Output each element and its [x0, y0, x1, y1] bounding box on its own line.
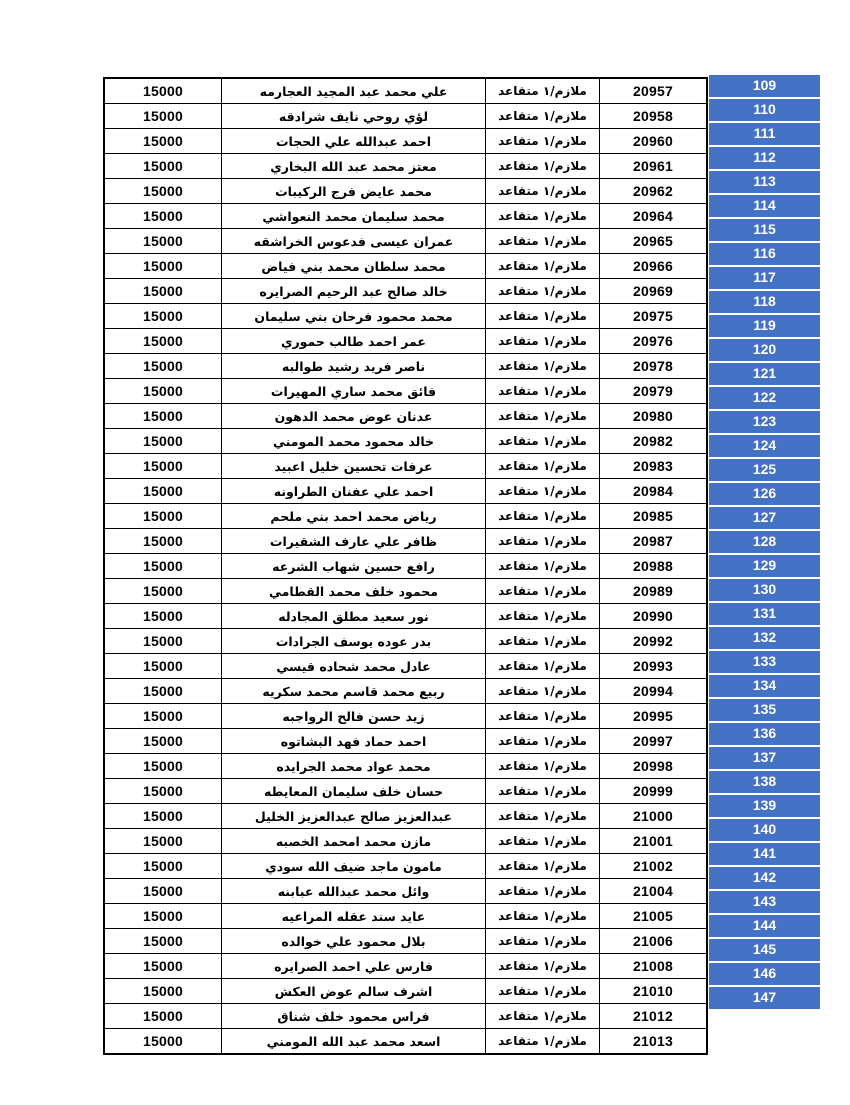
table-row — [104, 704, 707, 729]
amount-cell: 15000 — [104, 679, 222, 704]
id-cell: 21012 — [600, 1004, 708, 1029]
table-row — [104, 879, 707, 904]
rank-cell: ملازم/١ متقاعد — [486, 379, 600, 404]
id-cell: 20979 — [600, 379, 708, 404]
table-row — [104, 78, 707, 104]
rank-cell: ملازم/١ متقاعد — [486, 979, 600, 1004]
id-cell: 21002 — [600, 854, 708, 879]
rank-cell: ملازم/١ متقاعد — [486, 154, 600, 179]
row-number-cell: 125 — [709, 459, 820, 481]
rank-cell: ملازم/١ متقاعد — [486, 604, 600, 629]
rank-cell: ملازم/١ متقاعد — [486, 529, 600, 554]
id-cell: 20969 — [600, 279, 708, 304]
row-number-cell: 143 — [709, 891, 820, 913]
rank-cell: ملازم/١ متقاعد — [486, 904, 600, 929]
name-cell: خالد صالح عبد الرحيم الصرايره — [222, 279, 486, 304]
name-cell: محمد سليمان محمد النعواشي — [222, 204, 486, 229]
table-row — [104, 304, 707, 329]
name-cell: رياض محمد احمد بني ملحم — [222, 504, 486, 529]
id-cell: 20995 — [600, 704, 708, 729]
id-cell: 20999 — [600, 779, 708, 804]
rank-cell: ملازم/١ متقاعد — [486, 704, 600, 729]
row-number-cell: 110 — [709, 99, 820, 121]
rank-cell: ملازم/١ متقاعد — [486, 254, 600, 279]
table-row — [104, 929, 707, 954]
rank-cell: ملازم/١ متقاعد — [486, 279, 600, 304]
table-row — [104, 904, 707, 929]
rank-cell: ملازم/١ متقاعد — [486, 229, 600, 254]
id-cell: 21010 — [600, 979, 708, 1004]
rank-cell: ملازم/١ متقاعد — [486, 754, 600, 779]
id-cell: 20958 — [600, 104, 708, 129]
name-cell: احمد عبدالله علي الحجات — [222, 129, 486, 154]
amount-cell: 15000 — [104, 529, 222, 554]
amount-cell: 15000 — [104, 1004, 222, 1029]
amount-cell: 15000 — [104, 329, 222, 354]
table-row — [104, 354, 707, 379]
table-row — [104, 229, 707, 254]
row-number-cell: 121 — [709, 363, 820, 385]
row-number-cell: 138 — [709, 771, 820, 793]
id-cell: 20975 — [600, 304, 708, 329]
amount-cell: 15000 — [104, 754, 222, 779]
rank-cell: ملازم/١ متقاعد — [486, 129, 600, 154]
name-cell: مامون ماجد ضيف الله سودي — [222, 854, 486, 879]
amount-cell: 15000 — [104, 629, 222, 654]
rank-cell: ملازم/١ متقاعد — [486, 454, 600, 479]
row-number-cell: 126 — [709, 483, 820, 505]
rank-cell: ملازم/١ متقاعد — [486, 579, 600, 604]
name-cell: عادل محمد شحاده قيسي — [222, 654, 486, 679]
name-cell: احمد علي عفنان الطراونه — [222, 479, 486, 504]
rank-cell: ملازم/١ متقاعد — [486, 679, 600, 704]
id-cell: 20978 — [600, 354, 708, 379]
table-row — [104, 654, 707, 679]
row-number-cell: 127 — [709, 507, 820, 529]
amount-cell: 15000 — [104, 154, 222, 179]
amount-cell: 15000 — [104, 879, 222, 904]
row-number-cell: 111 — [709, 123, 820, 145]
table-row — [104, 554, 707, 579]
amount-cell: 15000 — [104, 804, 222, 829]
amount-cell: 15000 — [104, 954, 222, 979]
name-cell: محمد سلطان محمد بني فياض — [222, 254, 486, 279]
table-row — [104, 529, 707, 554]
row-number-cell: 119 — [709, 315, 820, 337]
amount-cell: 15000 — [104, 379, 222, 404]
row-number-cell: 146 — [709, 963, 820, 985]
amount-cell: 15000 — [104, 554, 222, 579]
id-cell: 21006 — [600, 929, 708, 954]
row-number-cell: 133 — [709, 651, 820, 673]
rank-cell: ملازم/١ متقاعد — [486, 329, 600, 354]
id-cell: 20961 — [600, 154, 708, 179]
id-cell: 20993 — [600, 654, 708, 679]
row-number-cell: 120 — [709, 339, 820, 361]
name-cell: ظافر علي عارف الشقيرات — [222, 529, 486, 554]
amount-cell: 15000 — [104, 479, 222, 504]
id-cell: 21008 — [600, 954, 708, 979]
id-cell: 20982 — [600, 429, 708, 454]
table-row — [104, 1029, 707, 1055]
table-row — [104, 629, 707, 654]
name-cell: ربيع محمد قاسم محمد سكريه — [222, 679, 486, 704]
name-cell: خالد محمود محمد المومني — [222, 429, 486, 454]
amount-cell: 15000 — [104, 904, 222, 929]
id-cell: 20984 — [600, 479, 708, 504]
row-number-cell: 131 — [709, 603, 820, 625]
table-row — [104, 829, 707, 854]
amount-cell: 15000 — [104, 204, 222, 229]
table-row — [104, 579, 707, 604]
rank-cell: ملازم/١ متقاعد — [486, 1029, 600, 1055]
amount-cell: 15000 — [104, 979, 222, 1004]
name-cell: فراس محمود خلف شناق — [222, 1004, 486, 1029]
amount-cell: 15000 — [104, 654, 222, 679]
table-row — [104, 104, 707, 129]
name-cell: عمر احمد طالب حموري — [222, 329, 486, 354]
row-number-cell: 109 — [709, 75, 820, 97]
rank-cell: ملازم/١ متقاعد — [486, 404, 600, 429]
row-number-cell: 139 — [709, 795, 820, 817]
rank-cell: ملازم/١ متقاعد — [486, 104, 600, 129]
name-cell: محمد عايض فرج الركيبات — [222, 179, 486, 204]
amount-cell: 15000 — [104, 254, 222, 279]
table-row — [104, 279, 707, 304]
id-cell: 20994 — [600, 679, 708, 704]
name-cell: بدر عوده يوسف الجرادات — [222, 629, 486, 654]
id-cell: 20997 — [600, 729, 708, 754]
name-cell: اشرف سالم عوض العكش — [222, 979, 486, 1004]
table-row — [104, 729, 707, 754]
row-number-cell: 141 — [709, 843, 820, 865]
table-row — [104, 379, 707, 404]
id-cell: 20962 — [600, 179, 708, 204]
row-number-cell: 134 — [709, 675, 820, 697]
id-cell: 20985 — [600, 504, 708, 529]
rank-cell: ملازم/١ متقاعد — [486, 554, 600, 579]
id-cell: 21013 — [600, 1029, 708, 1055]
amount-cell: 15000 — [104, 454, 222, 479]
amount-cell: 15000 — [104, 1029, 222, 1055]
id-cell: 20998 — [600, 754, 708, 779]
row-number-cell: 113 — [709, 171, 820, 193]
rank-cell: ملازم/١ متقاعد — [486, 954, 600, 979]
row-number-cell: 114 — [709, 195, 820, 217]
amount-cell: 15000 — [104, 729, 222, 754]
row-number-cell: 112 — [709, 147, 820, 169]
name-cell: محمد محمود فرحان بني سليمان — [222, 304, 486, 329]
row-number-cell: 142 — [709, 867, 820, 889]
row-number-cell: 124 — [709, 435, 820, 457]
row-number-cell: 137 — [709, 747, 820, 769]
table-row — [104, 479, 707, 504]
rank-cell: ملازم/١ متقاعد — [486, 929, 600, 954]
amount-cell: 15000 — [104, 929, 222, 954]
table-row — [104, 129, 707, 154]
rank-cell: ملازم/١ متقاعد — [486, 829, 600, 854]
name-cell: عمران عيسى فدعوس الخراشقه — [222, 229, 486, 254]
rank-cell: ملازم/١ متقاعد — [486, 654, 600, 679]
amount-cell: 15000 — [104, 304, 222, 329]
row-number-cell: 145 — [709, 939, 820, 961]
amount-cell: 15000 — [104, 354, 222, 379]
amount-cell: 15000 — [104, 504, 222, 529]
rank-cell: ملازم/١ متقاعد — [486, 729, 600, 754]
name-cell: علي محمد عبد المجيد العجارمه — [222, 78, 486, 104]
row-number-cell: 116 — [709, 243, 820, 265]
name-cell: فارس علي احمد الصرايره — [222, 954, 486, 979]
name-cell: معتز محمد عبد الله البخاري — [222, 154, 486, 179]
id-cell: 20988 — [600, 554, 708, 579]
rank-cell: ملازم/١ متقاعد — [486, 629, 600, 654]
row-number-cell: 132 — [709, 627, 820, 649]
name-cell: اسعد محمد عبد الله المومني — [222, 1029, 486, 1055]
name-cell: عرفات تحسين خليل اعبيد — [222, 454, 486, 479]
table-row — [104, 854, 707, 879]
rank-cell: ملازم/١ متقاعد — [486, 179, 600, 204]
amount-cell: 15000 — [104, 704, 222, 729]
amount-cell: 15000 — [104, 854, 222, 879]
table-row — [104, 979, 707, 1004]
id-cell: 20990 — [600, 604, 708, 629]
table-row — [104, 454, 707, 479]
id-cell: 20992 — [600, 629, 708, 654]
amount-cell: 15000 — [104, 129, 222, 154]
name-cell: وائل محمد عبدالله عبابنه — [222, 879, 486, 904]
id-cell: 20987 — [600, 529, 708, 554]
name-cell: رافع حسين شهاب الشرعه — [222, 554, 486, 579]
rank-cell: ملازم/١ متقاعد — [486, 354, 600, 379]
row-number-cell: 140 — [709, 819, 820, 841]
id-cell: 20983 — [600, 454, 708, 479]
rank-cell: ملازم/١ متقاعد — [486, 879, 600, 904]
table-row — [104, 804, 707, 829]
table-body — [104, 78, 707, 1054]
table-row — [104, 604, 707, 629]
id-cell: 20965 — [600, 229, 708, 254]
amount-cell: 15000 — [104, 829, 222, 854]
table-row — [104, 779, 707, 804]
row-number-cell: 144 — [709, 915, 820, 937]
table-row — [104, 1004, 707, 1029]
id-cell: 20989 — [600, 579, 708, 604]
amount-cell: 15000 — [104, 279, 222, 304]
table-row — [104, 204, 707, 229]
amount-cell: 15000 — [104, 579, 222, 604]
row-number-cell: 123 — [709, 411, 820, 433]
name-cell: مازن محمد امحمد الخصبه — [222, 829, 486, 854]
id-cell: 20976 — [600, 329, 708, 354]
id-cell: 20960 — [600, 129, 708, 154]
name-cell: بلال محمود علي خوالده — [222, 929, 486, 954]
amount-cell: 15000 — [104, 78, 222, 104]
name-cell: محمود خلف محمد القطامي — [222, 579, 486, 604]
amount-cell: 15000 — [104, 779, 222, 804]
id-cell: 21004 — [600, 879, 708, 904]
rank-cell: ملازم/١ متقاعد — [486, 804, 600, 829]
amount-cell: 15000 — [104, 429, 222, 454]
name-cell: زيد حسن فالح الرواجبه — [222, 704, 486, 729]
rank-cell: ملازم/١ متقاعد — [486, 479, 600, 504]
row-number-cell: 136 — [709, 723, 820, 745]
name-cell: عبدالعزيز صالح عبدالعزيز الخليل — [222, 804, 486, 829]
id-cell: 21001 — [600, 829, 708, 854]
id-cell: 21000 — [600, 804, 708, 829]
rank-cell: ملازم/١ متقاعد — [486, 204, 600, 229]
table-row — [104, 404, 707, 429]
amount-cell: 15000 — [104, 604, 222, 629]
table-row — [104, 504, 707, 529]
row-number-cell: 115 — [709, 219, 820, 241]
id-cell: 20957 — [600, 78, 708, 104]
row-number-column — [709, 75, 820, 1011]
rank-cell: ملازم/١ متقاعد — [486, 304, 600, 329]
row-number-cell: 129 — [709, 555, 820, 577]
id-cell: 21005 — [600, 904, 708, 929]
name-cell: حسان خلف سليمان المعايطه — [222, 779, 486, 804]
row-number-cell: 117 — [709, 267, 820, 289]
amount-cell: 15000 — [104, 104, 222, 129]
row-number-cell: 118 — [709, 291, 820, 313]
row-number-cell: 135 — [709, 699, 820, 721]
rank-cell: ملازم/١ متقاعد — [486, 854, 600, 879]
amount-cell: 15000 — [104, 404, 222, 429]
table-row — [104, 679, 707, 704]
name-cell: نور سعيد مطلق المجادله — [222, 604, 486, 629]
table-row — [104, 154, 707, 179]
table-row — [104, 754, 707, 779]
table-row — [104, 254, 707, 279]
row-number-cell: 128 — [709, 531, 820, 553]
name-cell: فائق محمد ساري المهيرات — [222, 379, 486, 404]
row-number-cell: 122 — [709, 387, 820, 409]
name-cell: لؤي روحي نايف شرادقه — [222, 104, 486, 129]
pension-table — [103, 77, 708, 1055]
id-cell: 20966 — [600, 254, 708, 279]
table-row — [104, 329, 707, 354]
table-row — [104, 429, 707, 454]
table-row — [104, 954, 707, 979]
name-cell: عدنان عوض محمد الدهون — [222, 404, 486, 429]
rank-cell: ملازم/١ متقاعد — [486, 504, 600, 529]
id-cell: 20964 — [600, 204, 708, 229]
row-number-cell: 147 — [709, 987, 820, 1009]
rank-cell: ملازم/١ متقاعد — [486, 1004, 600, 1029]
amount-cell: 15000 — [104, 179, 222, 204]
row-number-cell: 130 — [709, 579, 820, 601]
table-row — [104, 179, 707, 204]
rank-cell: ملازم/١ متقاعد — [486, 429, 600, 454]
name-cell: ناصر فريد رشيد طوالبه — [222, 354, 486, 379]
name-cell: احمد حماد فهد البشاتوه — [222, 729, 486, 754]
rank-cell: ملازم/١ متقاعد — [486, 78, 600, 104]
name-cell: عايد سند عقله المراعيه — [222, 904, 486, 929]
rank-cell: ملازم/١ متقاعد — [486, 779, 600, 804]
id-cell: 20980 — [600, 404, 708, 429]
name-cell: محمد عواد محمد الجرايده — [222, 754, 486, 779]
amount-cell: 15000 — [104, 229, 222, 254]
